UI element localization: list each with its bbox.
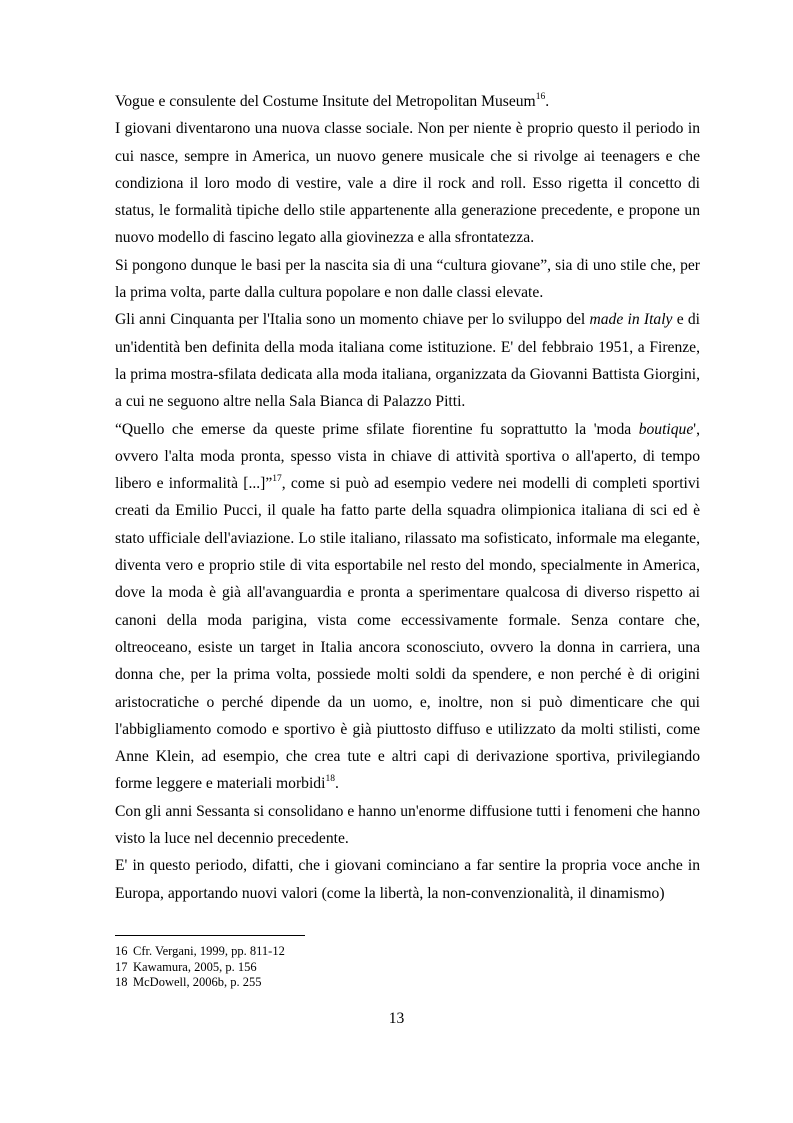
text-run: Vogue e consulente del Costume Insitute del Metropolitan Museum [115,93,536,110]
footnote-reference: 16 [535,92,546,102]
text-run: , come si può ad esempio vedere nei modelli di completi sportivi creati da Emilio Pucci, il quale ha fatto parte della squadra olimpionica italiana di sci ed è stato ufficiale dell'aviazione. Lo stile italiano, rilassato ma sofisticato, informale ma elegante, diventa vero e proprio stile di vita esportabile nel resto del mondo, specialmente in America, dove la moda è già all'avanguardia e pronta a sperimentare qualcosa di diverso rispetto ai canoni della moda parigina, vista come eccessivamente formale. Senza contare che, oltreoceano, esiste un target in Italia ancora sconosciuto, ovvero la donna in carriera, una donna che, per la prima volta, possiede molti soldi da spendere, e non perché è di origini aristocratiche o perché dipende da un uomo, e, inoltre, non si può dimenticare che qui l'abbigliamento comodo e sportivo è già piuttosto diffuso e utilizzato da molti stilisti, come Anne Klein, ad esempio, che crea tute e altri capi di derivazione sportiva, privilegiando forme leggere e materiali morbidi [115,475,700,793]
footnote-text: Cfr. Vergani, 1999, pp. 811-12 [133,944,285,958]
paragraph [115,88,700,115]
italic-text: made in Italy [589,311,673,329]
footnote [115,975,700,991]
footnote-number: 17 [115,959,128,974]
paragraph [115,306,700,415]
paragraph [115,115,700,251]
text-run: e di un'identità ben definita della moda italiana come istituzione. E' del febbraio 1951, a Firenze, la prima mostra-sfilata dedicata alla moda italiana, organizzata da Giovanni Battista Giorgini, a cui ne seguono altre nella Sala Bianca di Palazzo Pitti. [115,311,700,411]
footnote-list [115,944,700,991]
footnote-number: 16 [115,944,128,958]
page-number: 13 [388,1010,405,1027]
footnotes-section [115,935,700,991]
italic-text: boutique [638,420,694,438]
paragraph [115,416,700,798]
paragraph [115,852,700,907]
footnote-separator [115,935,305,936]
text-run: ', ovvero l'alta moda pronta, spesso vista in chiave di attività sportiva o all'aperto, di tempo libero e informalità [...]” [115,420,700,493]
text-run: “Quello che emerse da queste prime sfilate fiorentine fu soprattutto la 'moda [115,420,639,438]
footnote-number: 18 [115,975,128,989]
footnote-reference: 18 [325,774,335,785]
footnote-reference: 17 [272,474,282,485]
paragraph [115,798,700,853]
text-run: E' in questo periodo, difatti, che i giovani cominciano a far sentire la propria voce anche in Europa, apportando nuovi valori (come la libertà, la non-convenzionalità, il dinamismo) [115,857,700,902]
document-page [115,88,700,907]
text-run: Con gli anni Sessanta si consolidano e hanno un'enorme diffusione tutti i fenomeni che hanno visto la luce nel decennio precedente. [115,802,700,848]
text-run: I giovani diventarono una nuova classe sociale. Non per niente è proprio questo il periodo in cui nasce, sempre in America, un nuovo genere musicale che si rivolge ai teenagers e che condiziona il loro modo di vestire, vale a dire il rock and roll. Esso rigetta il concetto di status, le formalità tipiche dello stile appartenente alla generazione precedente, e propone un nuovo modello di fascino legato alla giovinezza e alla sfrontatezza. [115,120,700,247]
footnote-text: McDowell, 2006b, p. 255 [133,975,262,989]
paragraph [115,252,700,307]
text-run: . [334,775,339,793]
footnote [115,960,700,976]
text-run: . [545,93,550,110]
text-run: Si pongono dunque le basi per la nascita sia di una “cultura giovane”, sia di uno stile che, per la prima volta, parte dalla cultura popolare e non dalle classi elevate. [115,256,700,302]
text-run: Gli anni Cinquanta per l'Italia sono un momento chiave per lo sviluppo del [115,311,590,329]
body-text [115,88,700,907]
footnote [115,944,700,960]
footnote-text: Kawamura, 2005, p. 156 [133,959,257,974]
